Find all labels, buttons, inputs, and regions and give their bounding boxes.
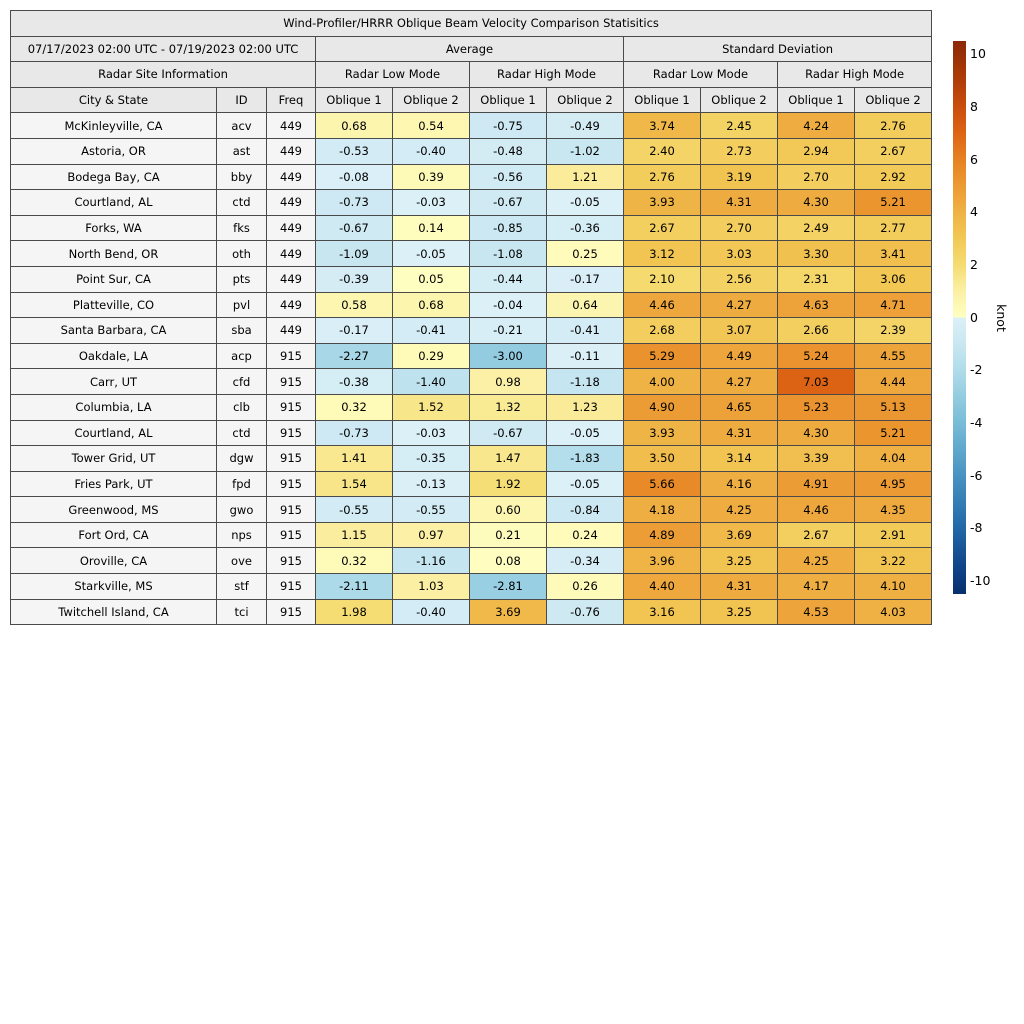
value-cell: 4.95 [855, 471, 932, 497]
value-cell: 3.16 [624, 599, 701, 625]
value-cell: 1.41 [316, 446, 393, 472]
freq-cell: 449 [267, 292, 316, 318]
value-cell: 5.66 [624, 471, 701, 497]
value-cell: 4.27 [701, 292, 778, 318]
colorbar-tick: 6 [970, 151, 978, 167]
colorbar-tick: 8 [970, 98, 978, 114]
value-cell: 2.67 [778, 522, 855, 548]
id-cell: pts [217, 266, 267, 292]
value-cell: 1.54 [316, 471, 393, 497]
id-cell: cfd [217, 369, 267, 395]
freq-cell: 449 [267, 190, 316, 216]
colorbar-tick: 2 [970, 256, 978, 272]
value-cell: 4.89 [624, 522, 701, 548]
value-cell: 1.21 [547, 164, 624, 190]
value-cell: 5.13 [855, 394, 932, 420]
oblique2-column-header: Oblique 2 [393, 87, 470, 113]
value-cell: 5.21 [855, 420, 932, 446]
value-cell: 1.98 [316, 599, 393, 625]
value-cell: -0.35 [393, 446, 470, 472]
value-cell: -0.73 [316, 190, 393, 216]
value-cell: -0.03 [393, 190, 470, 216]
std-high-mode-header: Radar High Mode [778, 62, 932, 88]
value-cell: 0.14 [393, 215, 470, 241]
colorbar-tick: 10 [970, 46, 986, 62]
id-cell: fpd [217, 471, 267, 497]
table-row [11, 446, 932, 472]
value-cell: 0.08 [470, 548, 547, 574]
value-cell: 3.12 [624, 241, 701, 267]
value-cell: 3.41 [855, 241, 932, 267]
id-cell: dgw [217, 446, 267, 472]
value-cell: 0.97 [393, 522, 470, 548]
column-header-row [11, 87, 932, 113]
table-row [11, 138, 932, 164]
freq-cell: 449 [267, 164, 316, 190]
city-cell: Oroville, CA [11, 548, 217, 574]
value-cell: -0.05 [547, 190, 624, 216]
value-cell: -3.00 [470, 343, 547, 369]
value-cell: 7.03 [778, 369, 855, 395]
value-cell: 4.04 [855, 446, 932, 472]
city-cell: Bodega Bay, CA [11, 164, 217, 190]
value-cell: 0.68 [316, 113, 393, 139]
value-cell: 1.92 [470, 471, 547, 497]
value-cell: 4.55 [855, 343, 932, 369]
value-cell: 4.49 [701, 343, 778, 369]
value-cell: -0.73 [316, 420, 393, 446]
value-cell: 3.25 [701, 548, 778, 574]
freq-cell: 915 [267, 574, 316, 600]
value-cell: 3.19 [701, 164, 778, 190]
city-cell: Courtland, AL [11, 420, 217, 446]
colorbar-tick: -2 [970, 362, 983, 378]
freq-column-header: Freq [267, 87, 316, 113]
average-group-header: Average [316, 36, 624, 62]
id-cell: bby [217, 164, 267, 190]
table-row [11, 215, 932, 241]
value-cell: 2.92 [855, 164, 932, 190]
value-cell: 2.39 [855, 318, 932, 344]
value-cell: -0.11 [547, 343, 624, 369]
value-cell: 2.10 [624, 266, 701, 292]
value-cell: 4.35 [855, 497, 932, 523]
value-cell: 4.30 [778, 190, 855, 216]
value-cell: 2.94 [778, 138, 855, 164]
value-cell: -1.16 [393, 548, 470, 574]
value-cell: 5.21 [855, 190, 932, 216]
colorbar-unit-label: knot [994, 303, 1009, 332]
value-cell: 4.17 [778, 574, 855, 600]
value-cell: -0.44 [470, 266, 547, 292]
value-cell: 2.67 [624, 215, 701, 241]
value-cell: -1.09 [316, 241, 393, 267]
value-cell: 4.44 [855, 369, 932, 395]
id-cell: acp [217, 343, 267, 369]
oblique2-column-header: Oblique 2 [855, 87, 932, 113]
table-row [11, 471, 932, 497]
value-cell: 4.46 [624, 292, 701, 318]
value-cell: -0.38 [316, 369, 393, 395]
value-cell: 3.39 [778, 446, 855, 472]
id-cell: oth [217, 241, 267, 267]
value-cell: -0.40 [393, 138, 470, 164]
id-cell: ctd [217, 190, 267, 216]
std-deviation-group-header: Standard Deviation [624, 36, 932, 62]
value-cell: -1.18 [547, 369, 624, 395]
value-cell: -0.05 [547, 420, 624, 446]
id-cell: ast [217, 138, 267, 164]
value-cell: -0.55 [316, 497, 393, 523]
value-cell: -0.21 [470, 318, 547, 344]
value-cell: -0.08 [316, 164, 393, 190]
mode-header-row [11, 62, 932, 88]
value-cell: -1.83 [547, 446, 624, 472]
id-cell: stf [217, 574, 267, 600]
colorbar-tick: -6 [970, 467, 983, 483]
city-cell: Greenwood, MS [11, 497, 217, 523]
value-cell: 3.14 [701, 446, 778, 472]
value-cell: 2.91 [855, 522, 932, 548]
group-header-row [11, 36, 932, 62]
value-cell: -0.05 [547, 471, 624, 497]
value-cell: 0.64 [547, 292, 624, 318]
value-cell: -0.85 [470, 215, 547, 241]
city-cell: Fort Ord, CA [11, 522, 217, 548]
value-cell: -1.08 [470, 241, 547, 267]
value-cell: -0.34 [547, 548, 624, 574]
city-cell: Astoria, OR [11, 138, 217, 164]
table-row [11, 574, 932, 600]
city-cell: Forks, WA [11, 215, 217, 241]
id-column-header: ID [217, 87, 267, 113]
value-cell: -0.48 [470, 138, 547, 164]
city-cell: Oakdale, LA [11, 343, 217, 369]
freq-cell: 915 [267, 497, 316, 523]
city-cell: Tower Grid, UT [11, 446, 217, 472]
id-cell: pvl [217, 292, 267, 318]
value-cell: 0.25 [547, 241, 624, 267]
value-cell: 0.05 [393, 266, 470, 292]
table-row [11, 548, 932, 574]
value-cell: 1.32 [470, 394, 547, 420]
id-cell: sba [217, 318, 267, 344]
value-cell: 3.93 [624, 420, 701, 446]
value-cell: 3.50 [624, 446, 701, 472]
value-cell: -0.39 [316, 266, 393, 292]
freq-cell: 915 [267, 471, 316, 497]
freq-cell: 915 [267, 394, 316, 420]
table-row [11, 420, 932, 446]
value-cell: 2.49 [778, 215, 855, 241]
value-cell: 2.66 [778, 318, 855, 344]
colorbar [953, 41, 1023, 594]
value-cell: -0.17 [316, 318, 393, 344]
value-cell: -0.55 [393, 497, 470, 523]
value-cell: 2.67 [855, 138, 932, 164]
oblique1-column-header: Oblique 1 [778, 87, 855, 113]
value-cell: -0.17 [547, 266, 624, 292]
table-row [11, 343, 932, 369]
value-cell: 4.10 [855, 574, 932, 600]
title-row [11, 11, 932, 37]
freq-cell: 449 [267, 241, 316, 267]
colorbar-tick: -10 [970, 572, 991, 588]
city-cell: Twitchell Island, CA [11, 599, 217, 625]
value-cell: 0.60 [470, 497, 547, 523]
value-cell: 4.18 [624, 497, 701, 523]
city-cell: Santa Barbara, CA [11, 318, 217, 344]
freq-cell: 915 [267, 522, 316, 548]
value-cell: -0.41 [547, 318, 624, 344]
table-row [11, 190, 932, 216]
table-row [11, 369, 932, 395]
oblique1-column-header: Oblique 1 [470, 87, 547, 113]
value-cell: 3.22 [855, 548, 932, 574]
value-cell: 3.07 [701, 318, 778, 344]
value-cell: 1.03 [393, 574, 470, 600]
value-cell: 0.68 [393, 292, 470, 318]
value-cell: 3.96 [624, 548, 701, 574]
id-cell: acv [217, 113, 267, 139]
table-title: Wind-Profiler/HRRR Oblique Beam Velocity Comparison Statisitics [11, 11, 932, 37]
colorbar-tick: -4 [970, 414, 983, 430]
table-row [11, 241, 932, 267]
freq-cell: 449 [267, 138, 316, 164]
value-cell: -0.67 [470, 420, 547, 446]
city-cell: Carr, UT [11, 369, 217, 395]
value-cell: 2.70 [701, 215, 778, 241]
value-cell: 1.23 [547, 394, 624, 420]
value-cell: 0.24 [547, 522, 624, 548]
id-cell: clb [217, 394, 267, 420]
value-cell: 2.40 [624, 138, 701, 164]
freq-cell: 915 [267, 548, 316, 574]
freq-cell: 449 [267, 318, 316, 344]
table-row [11, 318, 932, 344]
freq-cell: 449 [267, 215, 316, 241]
id-cell: tci [217, 599, 267, 625]
value-cell: 4.91 [778, 471, 855, 497]
value-cell: 4.31 [701, 420, 778, 446]
value-cell: 2.45 [701, 113, 778, 139]
city-cell: Platteville, CO [11, 292, 217, 318]
value-cell: 3.69 [470, 599, 547, 625]
avg-low-mode-header: Radar Low Mode [316, 62, 470, 88]
avg-high-mode-header: Radar High Mode [470, 62, 624, 88]
value-cell: 4.03 [855, 599, 932, 625]
id-cell: ctd [217, 420, 267, 446]
id-cell: gwo [217, 497, 267, 523]
freq-cell: 915 [267, 599, 316, 625]
value-cell: -0.41 [393, 318, 470, 344]
table-row [11, 164, 932, 190]
value-cell: 2.77 [855, 215, 932, 241]
value-cell: 2.31 [778, 266, 855, 292]
value-cell: 1.47 [470, 446, 547, 472]
value-cell: -1.02 [547, 138, 624, 164]
value-cell: 2.70 [778, 164, 855, 190]
id-cell: fks [217, 215, 267, 241]
value-cell: 0.98 [470, 369, 547, 395]
city-cell: Starkville, MS [11, 574, 217, 600]
value-cell: 4.31 [701, 574, 778, 600]
freq-cell: 449 [267, 266, 316, 292]
id-cell: nps [217, 522, 267, 548]
value-cell: -0.36 [547, 215, 624, 241]
table-row [11, 292, 932, 318]
colorbar-tick: -8 [970, 520, 983, 536]
value-cell: -0.13 [393, 471, 470, 497]
city-cell: Fries Park, UT [11, 471, 217, 497]
date-range-label: 07/17/2023 02:00 UTC - 07/19/2023 02:00 UTC [11, 36, 316, 62]
value-cell: 4.53 [778, 599, 855, 625]
value-cell: 4.63 [778, 292, 855, 318]
table-row [11, 497, 932, 523]
value-cell: 0.29 [393, 343, 470, 369]
value-cell: 3.03 [701, 241, 778, 267]
city-cell: Point Sur, CA [11, 266, 217, 292]
city-cell: Courtland, AL [11, 190, 217, 216]
value-cell: 4.16 [701, 471, 778, 497]
value-cell: -0.03 [393, 420, 470, 446]
colorbar-tick: 0 [970, 309, 978, 325]
value-cell: 4.00 [624, 369, 701, 395]
city-state-column-header: City & State [11, 87, 217, 113]
value-cell: 3.69 [701, 522, 778, 548]
freq-cell: 915 [267, 369, 316, 395]
value-cell: 0.32 [316, 548, 393, 574]
value-cell: 0.21 [470, 522, 547, 548]
freq-cell: 449 [267, 113, 316, 139]
value-cell: 4.46 [778, 497, 855, 523]
value-cell: 3.74 [624, 113, 701, 139]
value-cell: 3.93 [624, 190, 701, 216]
colorbar-gradient [953, 41, 966, 594]
value-cell: 4.27 [701, 369, 778, 395]
value-cell: 2.76 [624, 164, 701, 190]
value-cell: -2.11 [316, 574, 393, 600]
freq-cell: 915 [267, 446, 316, 472]
value-cell: 2.56 [701, 266, 778, 292]
value-cell: 3.30 [778, 241, 855, 267]
radar-site-info-header: Radar Site Information [11, 62, 316, 88]
value-cell: -0.49 [547, 113, 624, 139]
value-cell: 4.31 [701, 190, 778, 216]
oblique1-column-header: Oblique 1 [316, 87, 393, 113]
value-cell: 4.71 [855, 292, 932, 318]
value-cell: -0.84 [547, 497, 624, 523]
value-cell: -0.56 [470, 164, 547, 190]
std-low-mode-header: Radar Low Mode [624, 62, 778, 88]
table-row [11, 113, 932, 139]
id-cell: ove [217, 548, 267, 574]
value-cell: 5.24 [778, 343, 855, 369]
table-row [11, 266, 932, 292]
value-cell: -2.81 [470, 574, 547, 600]
value-cell: -0.75 [470, 113, 547, 139]
value-cell: -0.05 [393, 241, 470, 267]
table-row [11, 522, 932, 548]
table-row [11, 394, 932, 420]
value-cell: -0.67 [316, 215, 393, 241]
value-cell: 1.52 [393, 394, 470, 420]
value-cell: 2.73 [701, 138, 778, 164]
city-cell: North Bend, OR [11, 241, 217, 267]
statistics-table [10, 10, 932, 625]
value-cell: 0.58 [316, 292, 393, 318]
value-cell: -1.40 [393, 369, 470, 395]
colorbar-tick: 4 [970, 204, 978, 220]
value-cell: 3.06 [855, 266, 932, 292]
value-cell: -0.40 [393, 599, 470, 625]
value-cell: 2.68 [624, 318, 701, 344]
value-cell: 4.65 [701, 394, 778, 420]
value-cell: 4.25 [778, 548, 855, 574]
value-cell: 0.54 [393, 113, 470, 139]
value-cell: -0.76 [547, 599, 624, 625]
value-cell: 4.25 [701, 497, 778, 523]
freq-cell: 915 [267, 343, 316, 369]
oblique2-column-header: Oblique 2 [547, 87, 624, 113]
value-cell: -2.27 [316, 343, 393, 369]
oblique2-column-header: Oblique 2 [701, 87, 778, 113]
city-cell: Columbia, LA [11, 394, 217, 420]
value-cell: 0.39 [393, 164, 470, 190]
value-cell: 3.25 [701, 599, 778, 625]
city-cell: McKinleyville, CA [11, 113, 217, 139]
value-cell: 1.15 [316, 522, 393, 548]
oblique1-column-header: Oblique 1 [624, 87, 701, 113]
value-cell: 4.24 [778, 113, 855, 139]
value-cell: 5.29 [624, 343, 701, 369]
value-cell: -0.04 [470, 292, 547, 318]
value-cell: 4.30 [778, 420, 855, 446]
value-cell: 0.26 [547, 574, 624, 600]
value-cell: 5.23 [778, 394, 855, 420]
value-cell: 0.32 [316, 394, 393, 420]
value-cell: 2.76 [855, 113, 932, 139]
value-cell: 4.90 [624, 394, 701, 420]
freq-cell: 915 [267, 420, 316, 446]
value-cell: -0.67 [470, 190, 547, 216]
value-cell: 4.40 [624, 574, 701, 600]
value-cell: -0.53 [316, 138, 393, 164]
table-row [11, 599, 932, 625]
